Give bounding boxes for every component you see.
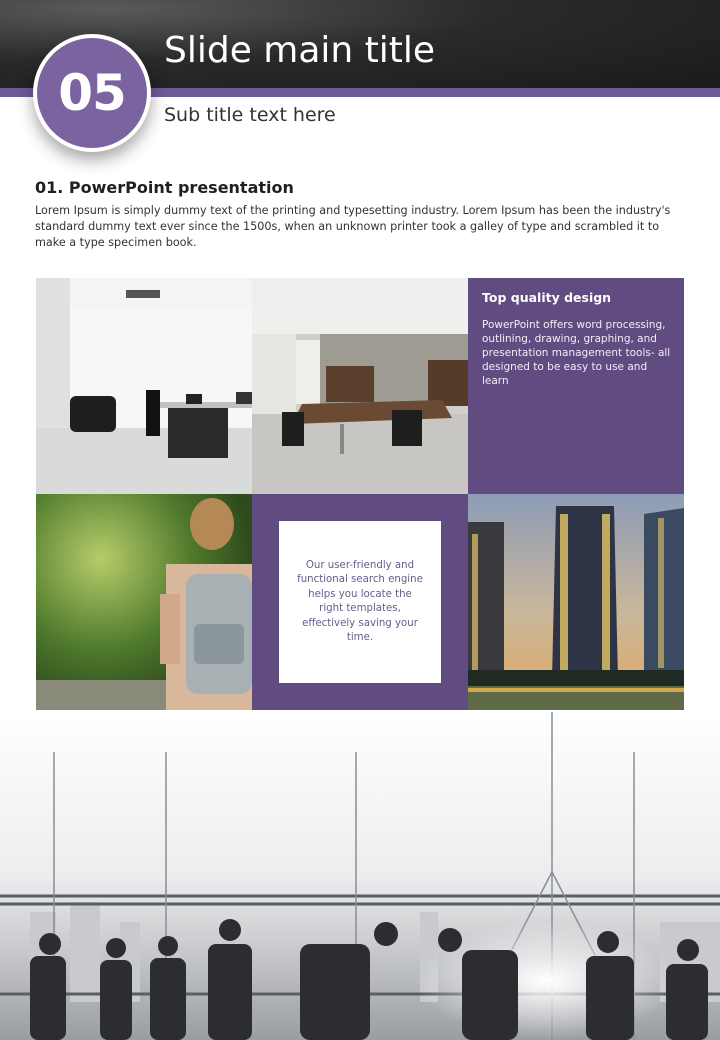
feature-panel <box>468 278 684 494</box>
callout-text: Our user-friendly and functional search engine helps you locate the right templates, effectively saving your time. <box>297 559 423 643</box>
hiker-photo <box>36 494 252 710</box>
business-team-photo <box>0 712 720 1040</box>
office-photo <box>36 278 252 494</box>
meeting-room-photo <box>252 278 468 494</box>
feature-text: PowerPoint offers word processing, outlining, drawing, graphing, and presentation management tools- all designed to be easy to use and learn <box>482 319 671 387</box>
slide-subtitle: Sub title text here <box>164 104 336 126</box>
callout-box <box>279 521 441 683</box>
feature-title: Top quality design <box>482 290 612 305</box>
section-heading: 01. PowerPoint presentation <box>35 178 294 197</box>
callout-panel <box>252 494 468 710</box>
slide-title: Slide main title <box>164 30 436 71</box>
slide-number: 05 <box>58 64 126 122</box>
section-body: Lorem Ipsum is simply dummy text of the printing and typesetting industry. Lorem Ipsum has been the industry's standard dummy text ever since the 1500s, when an unknown printer took a galley of type and scrambled it to make a type specimen book. <box>35 204 671 249</box>
slide-number-badge <box>33 34 151 152</box>
skyline-photo <box>468 494 684 710</box>
